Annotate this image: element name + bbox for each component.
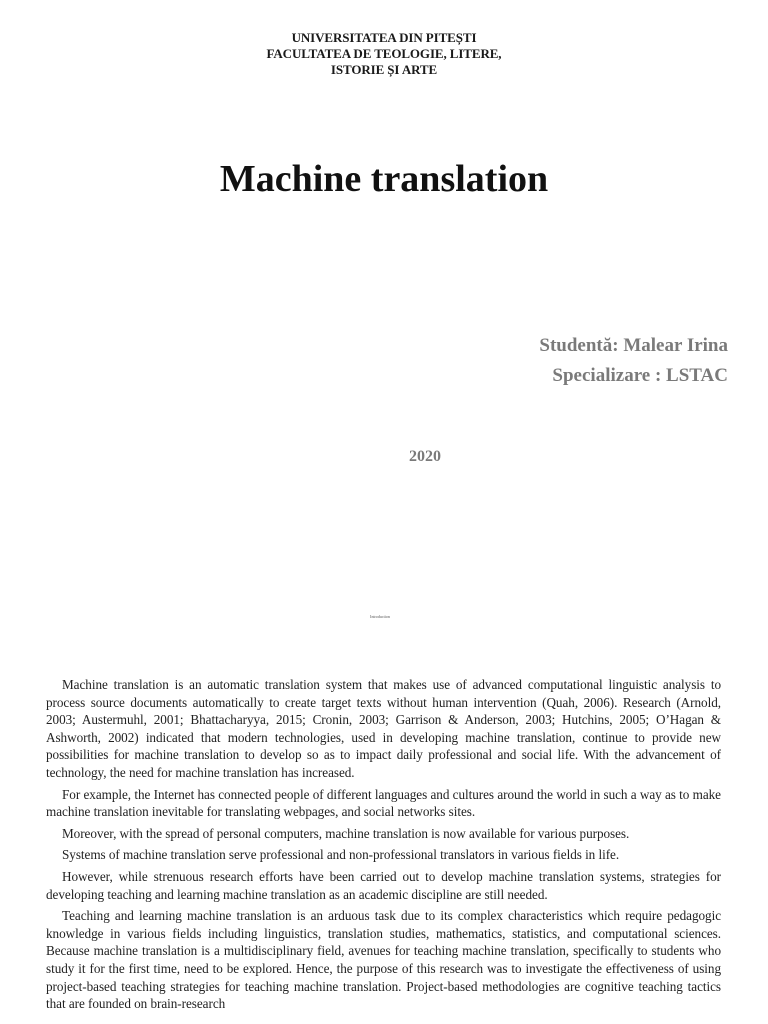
document-year: 2020 (409, 448, 441, 465)
university-header (0, 30, 768, 78)
student-specialization: Specializare : LSTAC (552, 365, 728, 386)
paragraph: Systems of machine translation serve professional and non-professional translators in various fields in life. (62, 847, 620, 863)
student-name: Studentă: Malear Irina (539, 335, 728, 356)
body-text (46, 676, 721, 1017)
header-university: UNIVERSITATEA DIN PITEȘTI (291, 30, 477, 45)
student-info (539, 331, 728, 391)
paragraph: Machine translation is an automatic translation system that makes use of advanced computational linguistic analysis to process source documents automatically to create target texts without human intervention (Quah, 2006). Research (Arnold, 2003; Austermuhl, 2001; Bhattacharyya, 2015; Cronin, 2003; Garrison & Anderson, 2003; Hutchins, 2005; O’Hagan & Ashworth, 2002) indicated that modern technologies, used in developing machine translation, continue to provide new possibilities for machine translation to develop so as to impact daily professional and social life. With the advancement of technology, the need for machine translation has increased. (46, 677, 721, 780)
paragraph: Moreover, with the spread of personal computers, machine translation is now available for various purposes. (62, 825, 630, 841)
paragraph: Teaching and learning machine translation is an arduous task due to its complex characteristics which require pedagogic knowledge in various fields including linguistics, translation studies, mathematics, statistics, and computational sciences. Because machine translation is a multidisciplinary field, avenues for teaching machine translation, specifically to students who study it for the first time, need to be explored. Hence, the purpose of this research was to investigate the effectiveness of using project-based teaching strategies for teaching machine translation. Project-based methodologies are cognitive teaching tactics that are founded on brain-research (46, 908, 721, 1012)
header-faculty: FACULTATEA DE TEOLOGIE, LITERE, (266, 46, 502, 61)
paragraph: For example, the Internet has connected people of different languages and cultures around the world in such a way as to make machine translation inevitable for translating webpages, and social networks sites. (46, 786, 721, 820)
section-heading: Introduction (370, 614, 390, 619)
document-title: Machine translation (219, 158, 549, 200)
paragraph: However, while strenuous research efforts have been carried out to develop machine translation systems, strategies for developing teaching and learning machine translation as an academic discipline are still needed. (46, 868, 721, 902)
header-departments: ISTORIE ȘI ARTE (330, 62, 438, 77)
